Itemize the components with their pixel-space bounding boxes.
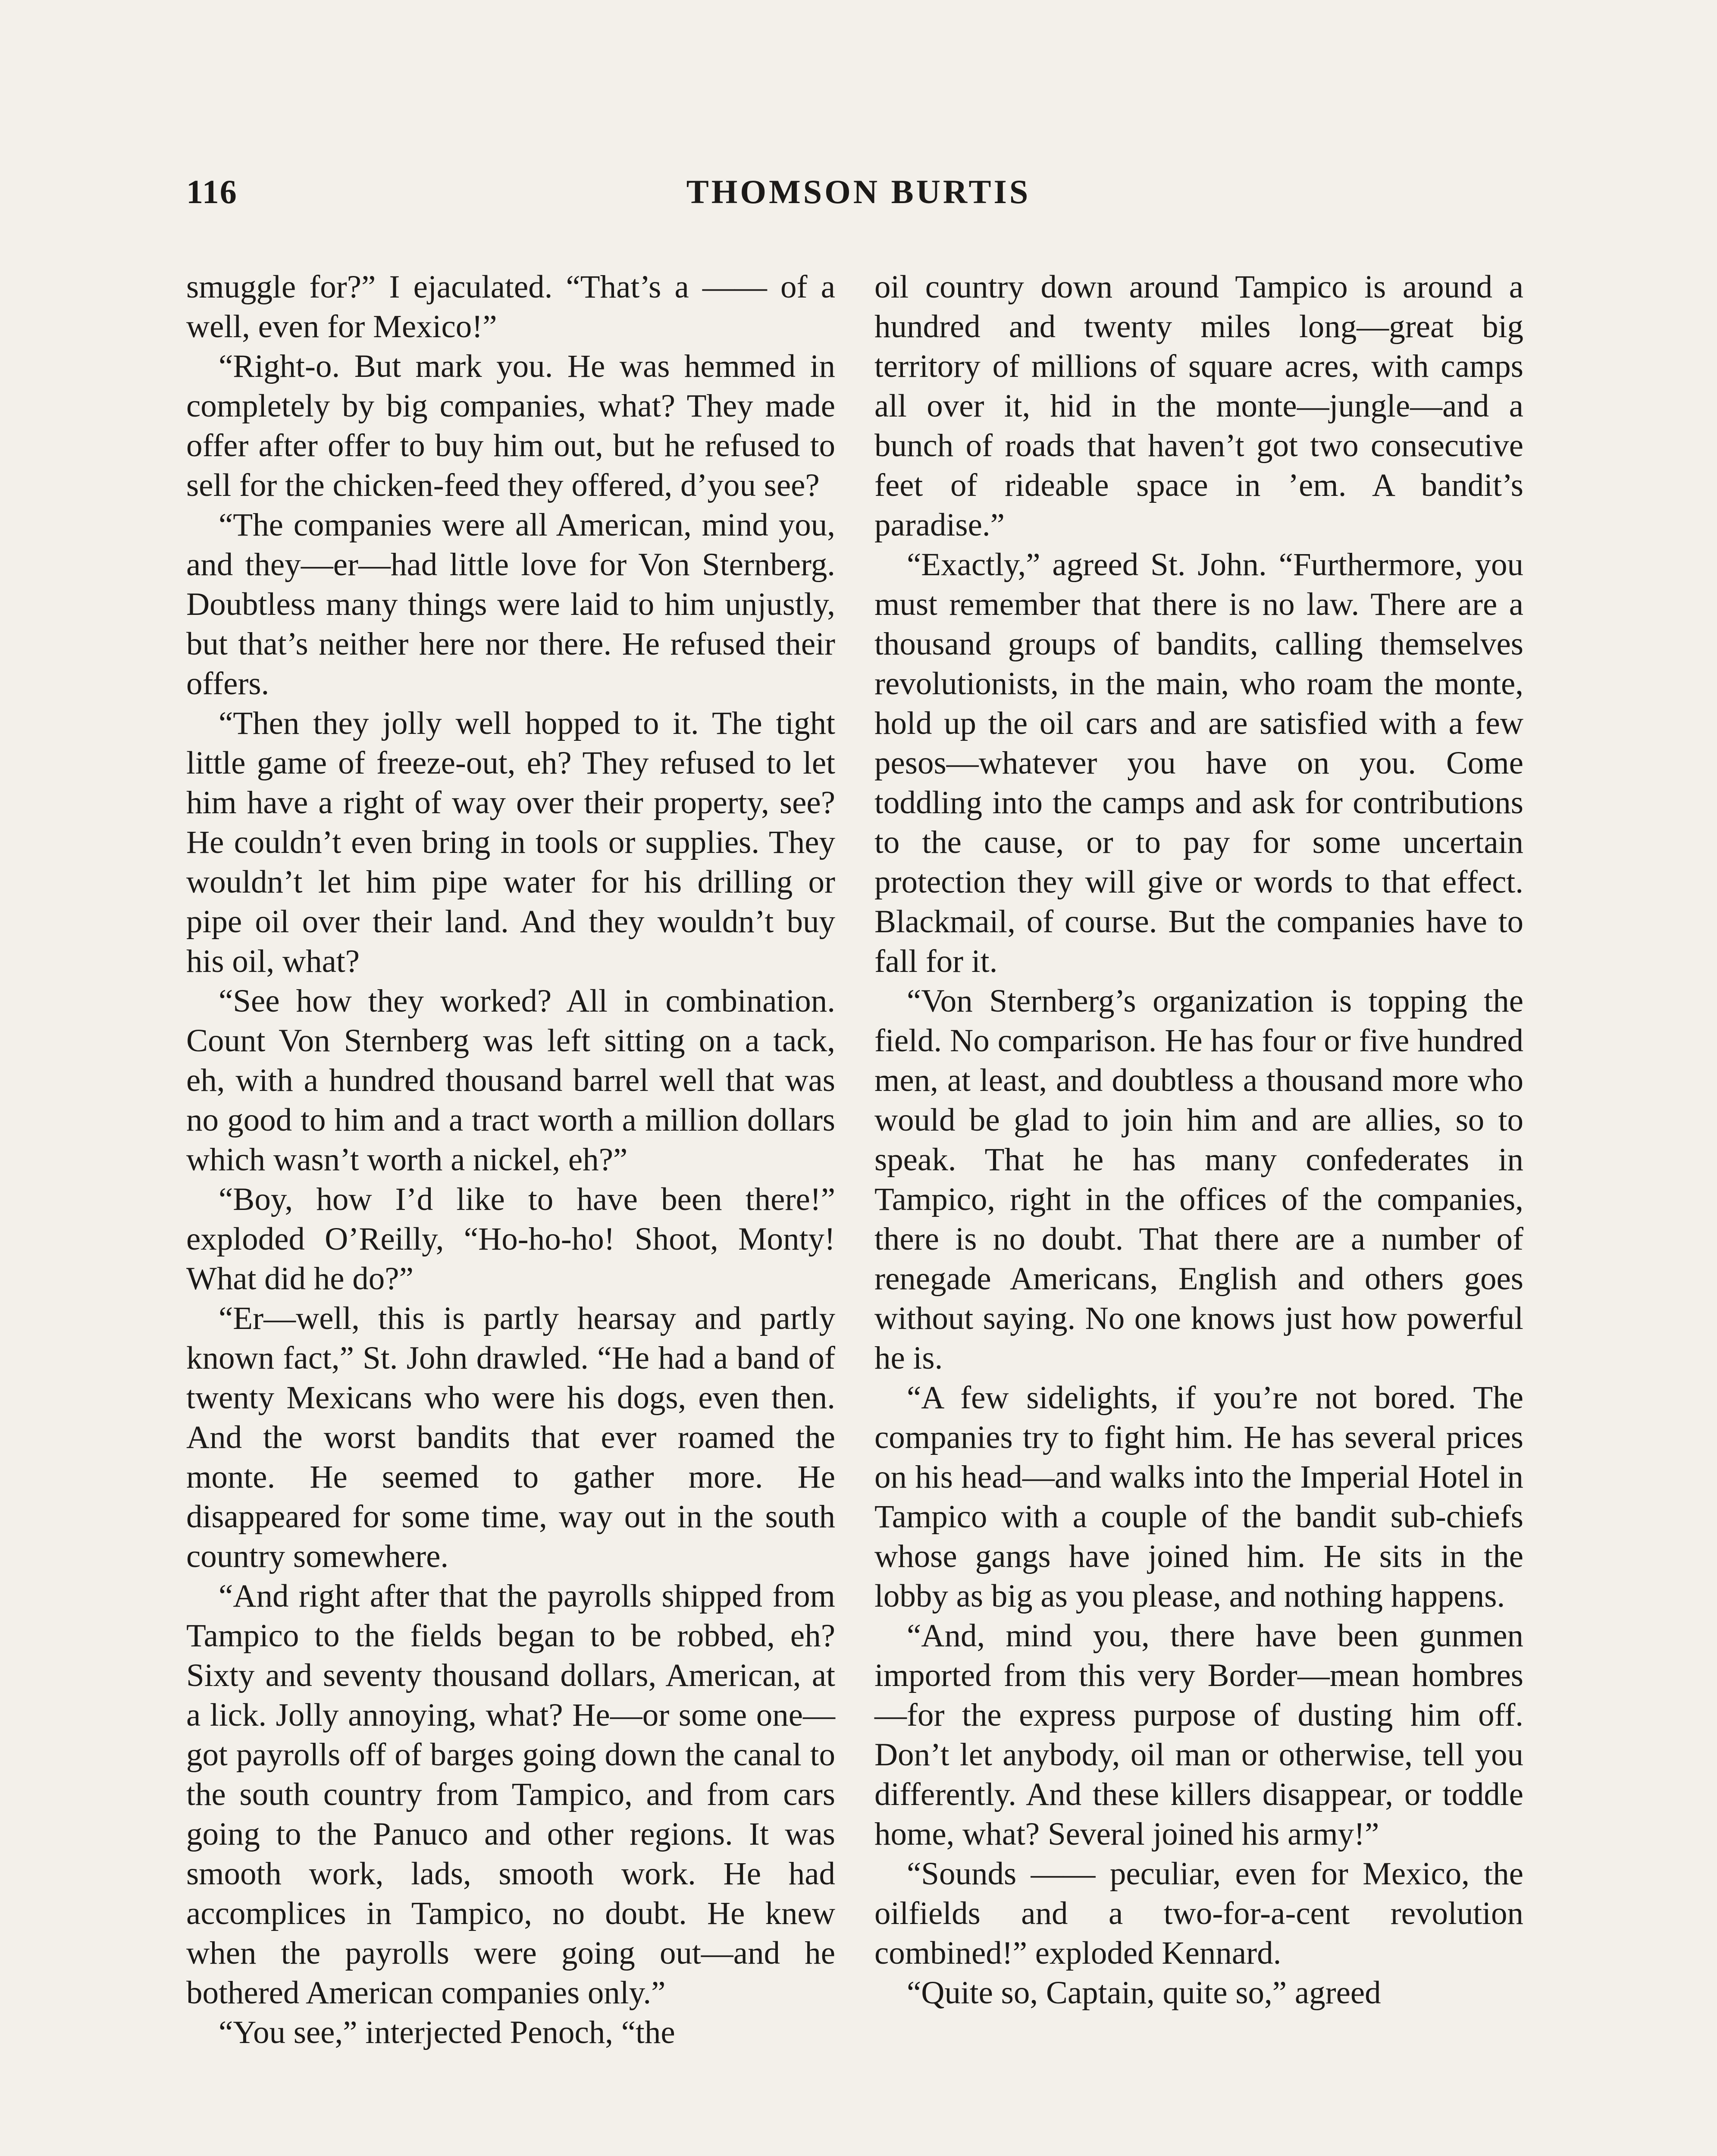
- page-number: 116: [186, 173, 238, 210]
- paragraph: oil country down around Tampico is around a hundred and twenty miles long—great big territory of millions of square acres, with camps all over it, hid in the monte—jungle—and a bunch of roads that haven’t got two consecutive feet of rideable space in ’em. A bandit’s paradise.”: [874, 269, 1523, 543]
- paragraph: “Er—well, this is partly hearsay and partly known fact,” St. John drawled. “He had a band of twenty Mexicans who were his dogs, even then. And the worst bandits that ever roamed the monte. He seemed to gather more. He disappeared for some time, way out in the south country somewhere.: [186, 1300, 835, 1574]
- paragraph: “A few sidelights, if you’re not bored. The companies try to fight him. He has several prices on his head—and walks into the Imperial Hotel in Tampico with a couple of the bandit sub-chiefs whose gangs have joined him. He sits in the lobby as big as you please, and nothing happens.: [874, 1380, 1523, 1614]
- right-column: [874, 267, 1523, 2013]
- page-header: [0, 172, 1717, 229]
- paragraph: “Von Sternberg’s organization is topping the field. No comparison. He has four or five hundred men, at least, and doubtless a thousand more who would be glad to join him and are allies, so to speak. That he has many confederates in Tampico, right in the offices of the companies, there is no doubt. That there are a number of renegade Americans, English and others goes without saying. No one knows just how powerful he is.: [874, 983, 1523, 1376]
- paragraph: “Exactly,” agreed St. John. “Furthermore, you must remember that there is no law. There are a thousand groups of bandits, calling themselves revolutionists, in the main, who roam the monte, hold up the oil cars and are satisfied with a few pesos—whatever you have on you. Come toddling into the camps and ask for contributions to the cause, or to pay for some uncertain protection they will give or words to that effect. Blackmail, of course. But the companies have to fall for it.: [874, 547, 1523, 979]
- paragraph: “And right after that the payrolls shipped from Tampico to the fields began to be robbed, eh? Sixty and seventy thousand dollars, American, at a lick. Jolly annoying, what? He—or some one—got payrolls off of barges going down the canal to the south country from Tampico, and from cars going to the Panuco and other regions. It was smooth work, lads, smooth work. He had accomplices in Tampico, no doubt. He knew when the payrolls were going out—and he bothered American companies only.”: [186, 1578, 835, 2011]
- paragraph: “Right-o. But mark you. He was hemmed in completely by big companies, what? They made offer after offer to buy him out, but he refused to sell for the chicken-feed they offered, d’you see?: [186, 348, 835, 503]
- running-head: THOMSON BURTIS: [686, 173, 1031, 210]
- paragraph: smuggle for?” I ejaculated. “That’s a —— of a well, even for Mexico!”: [186, 269, 835, 345]
- paragraph: “See how they worked? All in combination. Count Von Sternberg was left sitting on a tack, eh, with a hundred thousand barrel well that was no good to him and a tract worth a million dollars which wasn’t worth a nickel, eh?”: [186, 983, 835, 1178]
- paragraph: “You see,” interjected Penoch, “the: [219, 2015, 675, 2050]
- paragraph: “Quite so, Captain, quite so,” agreed: [907, 1975, 1381, 2011]
- paragraph: “The companies were all American, mind you, and they—er—had little love for Von Sternberg. Doubtless many things were laid to him unjustly, but that’s neither here nor there. He refused their offers.: [186, 507, 835, 702]
- paragraph: “Boy, how I’d like to have been there!” exploded O’Reilly, “Ho-ho-ho! Shoot, Monty! What did he do?”: [186, 1181, 835, 1297]
- paragraph: “Then they jolly well hopped to it. The tight little game of freeze-out, eh? They refused to let him have a right of way over their property, see? He couldn’t even bring in tools or supplies. They wouldn’t let him pipe water for his drilling or pipe oil over their land. And they wouldn’t buy his oil, what?: [186, 705, 835, 979]
- paragraph: “Sounds —— peculiar, even for Mexico, the oilfields and a two-for-a-cent revolution combined!” exploded Kennard.: [874, 1856, 1523, 1971]
- left-column: [186, 267, 835, 2053]
- paragraph: “And, mind you, there have been gunmen imported from this very Border—mean hombres—for the express purpose of dusting him off. Don’t let anybody, oil man or otherwise, tell you differently. And these killers disappear, or toddle home, what? Several joined his army!”: [874, 1618, 1523, 1852]
